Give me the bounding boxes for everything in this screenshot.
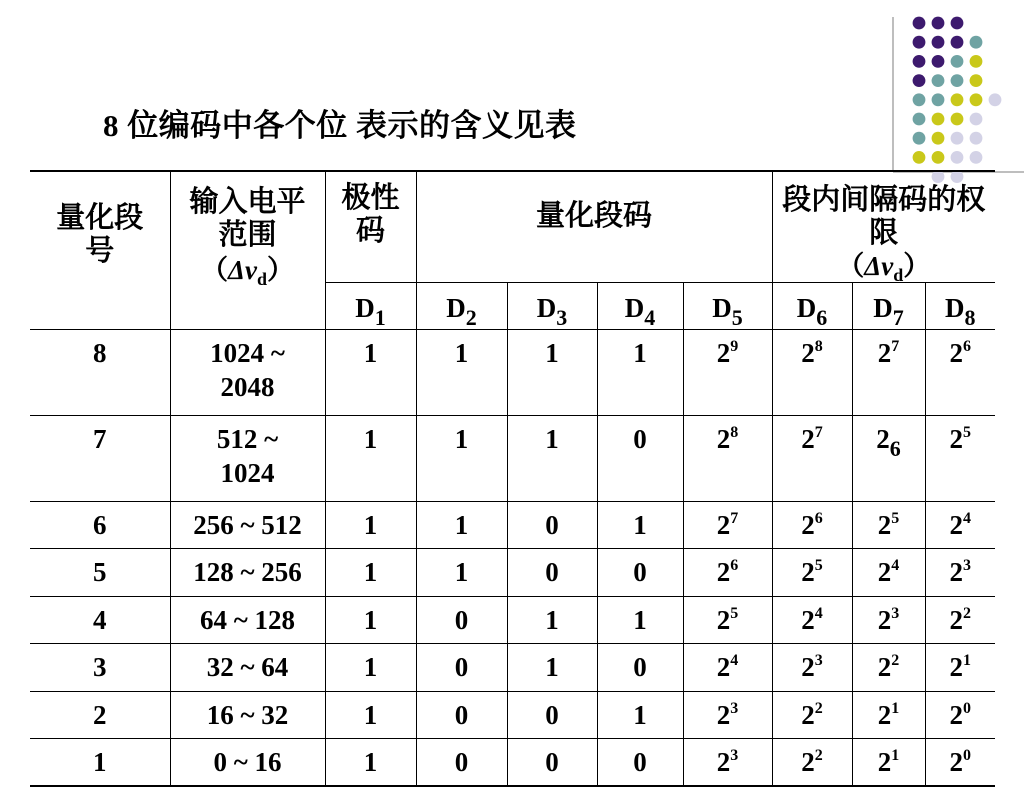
decor-dot [951,17,964,30]
bit-d2-cell: 1 [416,501,507,548]
segment-number-cell: 2 [30,691,170,738]
bit-d4-cell: 1 [597,329,683,415]
bit-d1-cell: 1 [325,691,416,738]
decor-dot [913,113,926,126]
input-range-cell: 128 ~ 256 [170,548,325,596]
weight-w6-cell: $2^6$ [772,501,852,548]
bit-d3-cell: 1 [507,596,597,643]
decor-dot [951,93,964,106]
segment-number-cell: 3 [30,643,170,691]
decor-dot [970,36,983,49]
decor-dot [913,151,926,164]
decor-dot [913,36,926,49]
header-bit-d3: $D_3$ [507,282,597,329]
header-segment-code: 量化段码 [416,171,772,282]
weight-w8-cell: $2^4$ [925,501,995,548]
input-range-cell: 1024 ~ 2048 [170,329,325,415]
weight-w7-cell: $2^1$ [852,691,925,738]
weight-w7-cell: $2_6$ [852,415,925,501]
input-range-cell: 512 ~ 1024 [170,415,325,501]
decor-dot [932,113,945,126]
table-row [30,691,995,738]
bit-d3-cell: 0 [507,738,597,786]
bit-d2-cell: 0 [416,643,507,691]
segment-number-cell: 5 [30,548,170,596]
bit-d4-cell: 0 [597,738,683,786]
bit-d4-cell: 1 [597,596,683,643]
decor-dot [932,74,945,87]
weight-w6-cell: $2^4$ [772,596,852,643]
weight-w8-cell: $2^5$ [925,415,995,501]
weight-w5-cell: $2^7$ [683,501,772,548]
decor-dot [989,93,1002,106]
table-row [30,738,995,786]
bit-d2-cell: 0 [416,596,507,643]
header-intra-weight: 段内间隔码的权限 $(\Delta v_d)$ [772,171,995,282]
input-range-cell: 0 ~ 16 [170,738,325,786]
weight-w6-cell: $2^7$ [772,415,852,501]
header-input-range: 输入电平范围 $(\Delta v_d)$ [170,171,325,329]
decor-dot [932,55,945,68]
bit-d1-cell: 1 [325,501,416,548]
segment-number-cell: 4 [30,596,170,643]
weight-w6-cell: $2^8$ [772,329,852,415]
weight-w8-cell: $2^0$ [925,738,995,786]
page-title: 8 位编码中各个位 表示的含义见表 [103,108,577,143]
bit-d3-cell: 1 [507,415,597,501]
bit-d4-cell: 0 [597,643,683,691]
bit-d2-cell: 0 [416,691,507,738]
header-intra-unit: $(\Delta v_d)$ [837,250,931,285]
segment-number-cell: 6 [30,501,170,548]
table-row [30,501,995,548]
decor-dot [913,132,926,145]
weight-w6-cell: $2^3$ [772,643,852,691]
table-row [30,548,995,596]
decor-dot [913,74,926,87]
decor-dot [970,93,983,106]
input-range-cell: 256 ~ 512 [170,501,325,548]
segment-number-cell: 8 [30,329,170,415]
bit-d2-cell: 1 [416,415,507,501]
bit-d3-cell: 0 [507,501,597,548]
bit-d4-cell: 0 [597,415,683,501]
weight-w5-cell: $2^9$ [683,329,772,415]
decor-dot [970,151,983,164]
decor-dot [970,132,983,145]
input-range-cell: 16 ~ 32 [170,691,325,738]
decor-dot [913,55,926,68]
segment-number-cell: 1 [30,738,170,786]
decor-dot [951,74,964,87]
header-bit-d1: $D_1$ [325,282,416,329]
decor-dot [913,17,926,30]
header-bit-d4: $D_4$ [597,282,683,329]
decor-dot [951,55,964,68]
weight-w7-cell: $2^4$ [852,548,925,596]
bit-d4-cell: 1 [597,691,683,738]
weight-w8-cell: $2^1$ [925,643,995,691]
bit-d2-cell: 1 [416,548,507,596]
bit-d1-cell: 1 [325,548,416,596]
weight-w7-cell: $2^5$ [852,501,925,548]
bit-d3-cell: 1 [507,643,597,691]
weight-w8-cell: $2^6$ [925,329,995,415]
pcm-code-table [30,170,995,787]
decor-dot [970,74,983,87]
header-bit-d7: $D_7$ [852,282,925,329]
decor-dot [932,36,945,49]
bit-d1-cell: 1 [325,415,416,501]
weight-w8-cell: $2^2$ [925,596,995,643]
weight-w6-cell: $2^2$ [772,738,852,786]
bit-d4-cell: 1 [597,501,683,548]
weight-w7-cell: $2^2$ [852,643,925,691]
decor-dot [932,17,945,30]
bit-d3-cell: 0 [507,548,597,596]
weight-w7-cell: $2^3$ [852,596,925,643]
weight-w5-cell: $2^3$ [683,691,772,738]
header-segment-no: 量化段号 [30,171,170,329]
input-range-cell: 32 ~ 64 [170,643,325,691]
decor-dot [970,55,983,68]
weight-w5-cell: $2^6$ [683,548,772,596]
decor-dot [951,151,964,164]
decor-dot [951,132,964,145]
table-row [30,329,995,415]
decor-dot [932,93,945,106]
bit-d2-cell: 1 [416,329,507,415]
weight-w6-cell: $2^5$ [772,548,852,596]
weight-w5-cell: $2^4$ [683,643,772,691]
weight-w5-cell: $2^5$ [683,596,772,643]
bit-d2-cell: 0 [416,738,507,786]
bit-d1-cell: 1 [325,643,416,691]
decor-dot [951,113,964,126]
decor-dot [913,93,926,106]
weight-w7-cell: $2^1$ [852,738,925,786]
decor-dot [932,132,945,145]
weight-w5-cell: $2^8$ [683,415,772,501]
decor-dot [932,151,945,164]
header-bit-d2: $D_2$ [416,282,507,329]
decor-dot [951,36,964,49]
decor-dot [970,113,983,126]
header-bit-d6: $D_6$ [772,282,852,329]
weight-w7-cell: $2^7$ [852,329,925,415]
table-row [30,596,995,643]
segment-number-cell: 7 [30,415,170,501]
header-bit-d5: $D_5$ [683,282,772,329]
table-row [30,415,995,501]
bit-d3-cell: 1 [507,329,597,415]
weight-w8-cell: $2^3$ [925,548,995,596]
weight-w8-cell: $2^0$ [925,691,995,738]
bit-d3-cell: 0 [507,691,597,738]
header-bit-d8: $D_8$ [925,282,995,329]
bit-d1-cell: 1 [325,738,416,786]
bit-d1-cell: 1 [325,329,416,415]
header-range-unit: $(\Delta v_d)$ [201,254,294,289]
weight-w6-cell: $2^2$ [772,691,852,738]
input-range-cell: 64 ~ 128 [170,596,325,643]
bit-d4-cell: 0 [597,548,683,596]
table-row [30,643,995,691]
weight-w5-cell: $2^3$ [683,738,772,786]
header-polarity: 极性码 [325,171,416,282]
bit-d1-cell: 1 [325,596,416,643]
